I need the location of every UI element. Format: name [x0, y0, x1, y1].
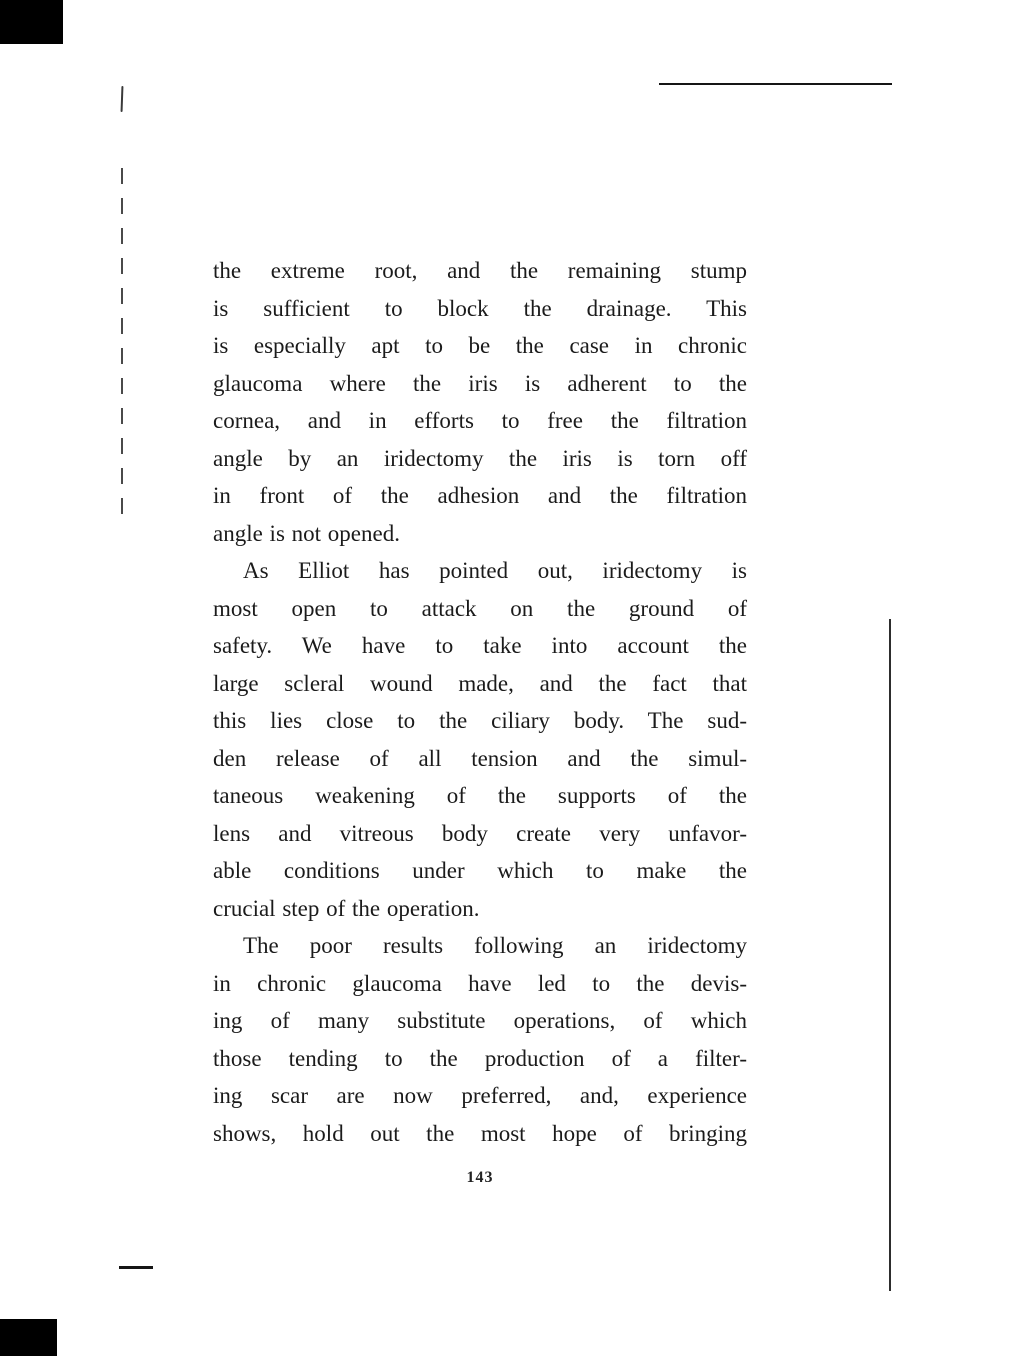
- text-line: cornea, and in efforts to free the filtration: [213, 408, 747, 433]
- text-line: safety. We have to take into account the: [213, 633, 747, 658]
- top-right-rule: [659, 83, 892, 85]
- text-line: As Elliot has pointed out, iridectomy is: [243, 558, 747, 583]
- page-number: 143: [466, 1169, 494, 1186]
- scan-corner-bottom-left: [0, 1319, 57, 1356]
- scan-corner-top-left: [0, 0, 63, 44]
- text-line: glaucoma where the iris is adherent to the: [213, 370, 747, 396]
- text-block: [213, 252, 747, 1197]
- text-line: in front of the adhesion and the filtration: [213, 483, 747, 508]
- text-line: taneous weakening of the supports of the: [213, 783, 747, 808]
- bottom-left-mark: [119, 1266, 153, 1269]
- text-line: shows, hold out the most hope of bringing: [213, 1120, 747, 1146]
- text-line: den release of all tension and the simul-: [213, 745, 747, 771]
- text-line: large scleral wound made, and the fact that: [213, 670, 747, 696]
- paragraph: [213, 927, 747, 1152]
- text-line: is especially apt to be the case in chronic: [213, 333, 747, 358]
- text-line: lens and vitreous body create very unfavor-: [213, 820, 747, 846]
- text-line: able conditions under which to make the: [213, 858, 747, 883]
- left-margin-dashed-line: [121, 168, 123, 523]
- right-margin-line: [889, 619, 891, 1291]
- text-line: this lies close to the ciliary body. The sud-: [213, 708, 747, 733]
- text-line: is sufficient to block the drainage. This: [213, 295, 747, 321]
- text-line: crucial step of the operation.: [213, 895, 480, 921]
- left-margin-tick: [121, 86, 124, 112]
- text-line: those tending to the production of a filter-: [213, 1045, 747, 1071]
- text-line: in chronic glaucoma have led to the devis-: [213, 970, 747, 996]
- paragraph: [213, 252, 747, 552]
- text-line: ing of many substitute operations, of which: [213, 1008, 747, 1033]
- text-line: angle is not opened.: [213, 520, 400, 546]
- paragraph: [213, 552, 747, 927]
- text-line: the extreme root, and the remaining stump: [213, 258, 747, 283]
- text-line: ing scar are now preferred, and, experience: [213, 1083, 747, 1108]
- text-line: most open to attack on the ground of: [213, 595, 747, 621]
- text-line: angle by an iridectomy the iris is torn off: [213, 445, 747, 471]
- text-line: The poor results following an iridectomy: [243, 933, 747, 958]
